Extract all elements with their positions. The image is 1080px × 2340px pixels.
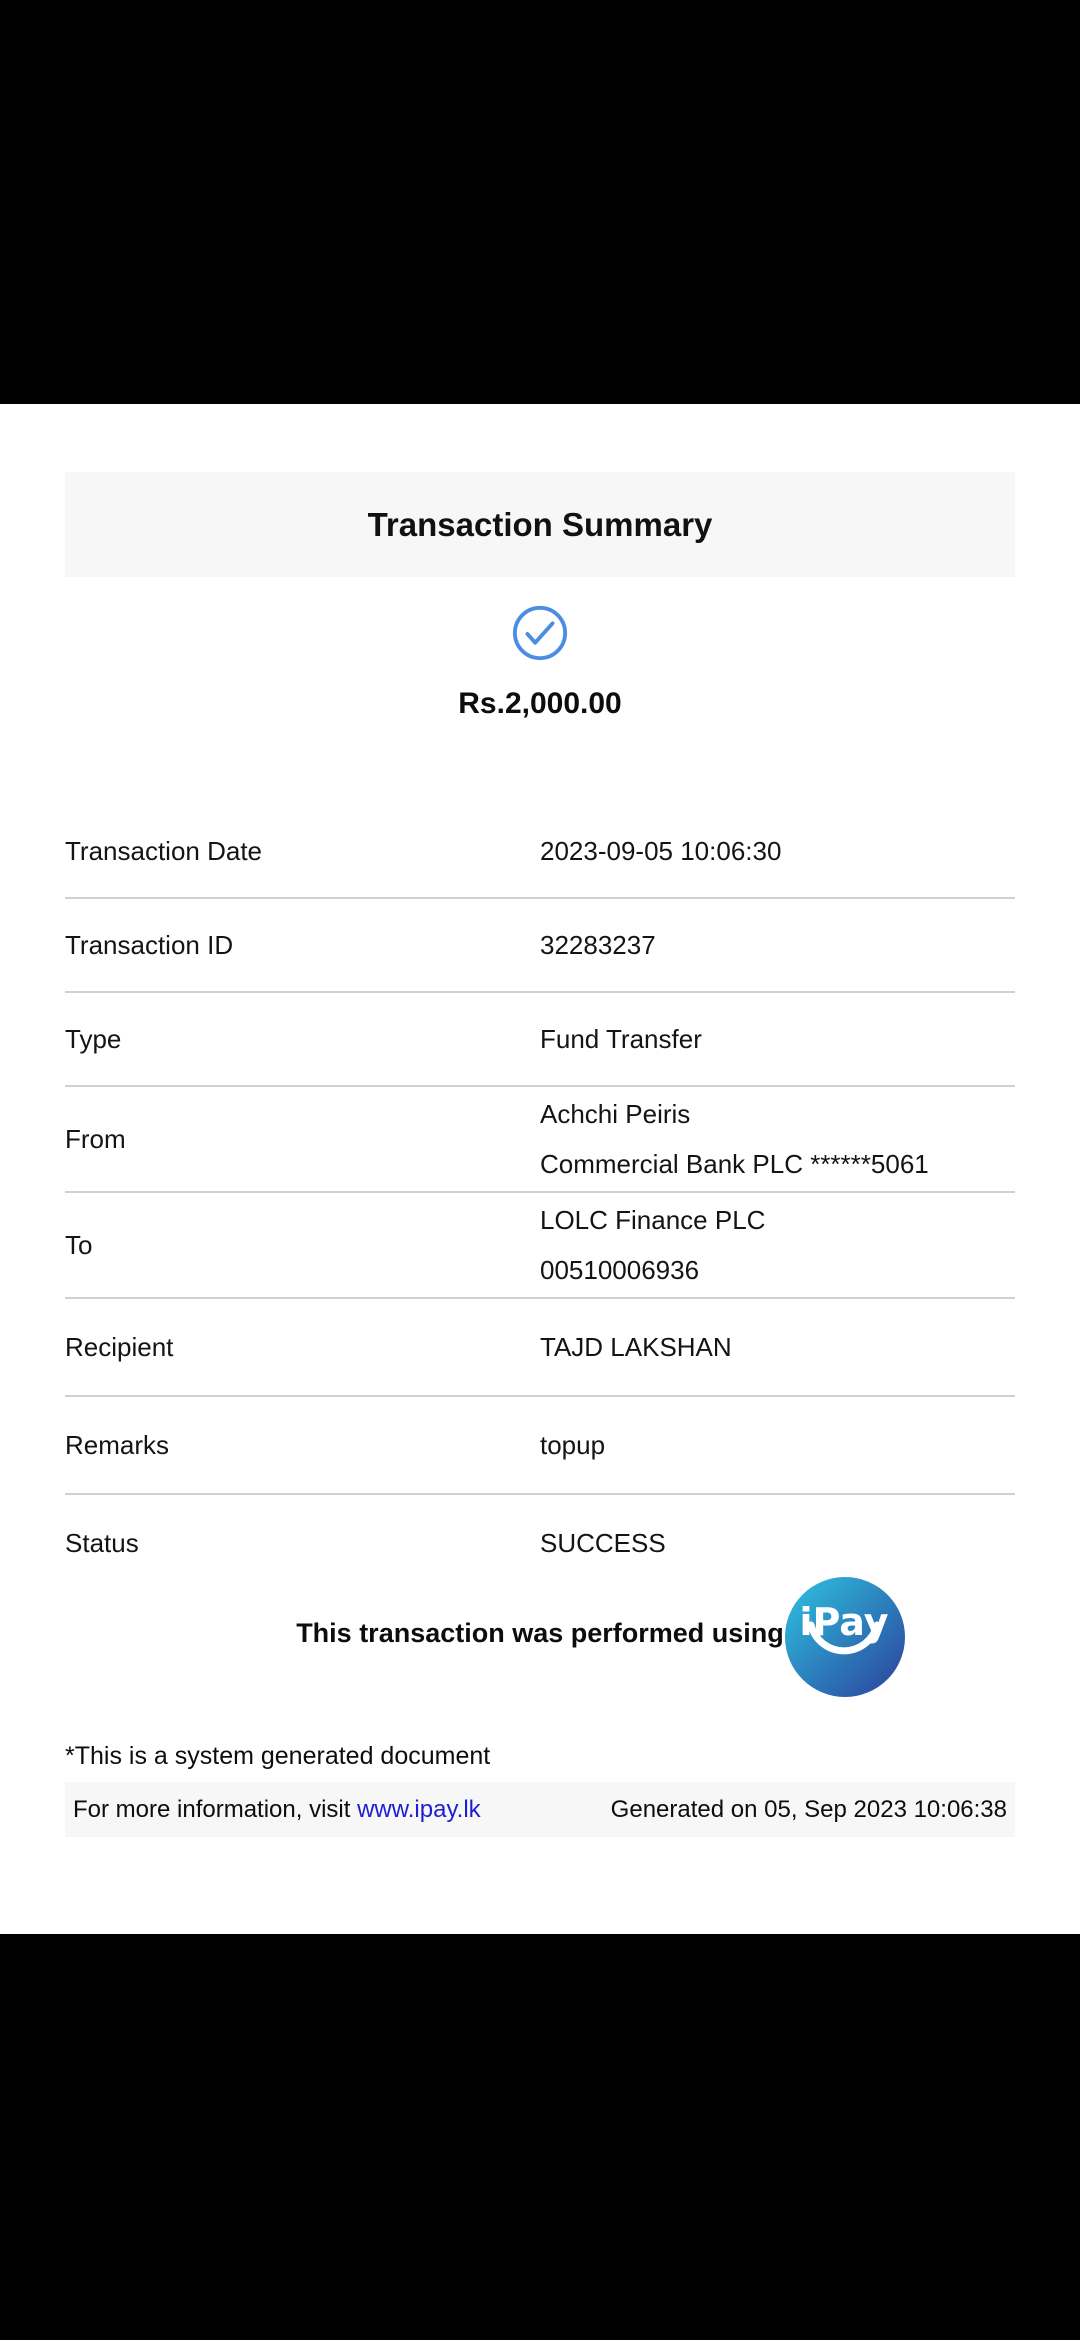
row-label: Status (65, 1528, 139, 1558)
row-value: TAJD LAKSHAN (540, 1298, 1015, 1396)
ipay-link[interactable]: www.ipay.lk (357, 1795, 481, 1823)
row-value (540, 1192, 1015, 1298)
row-label: To (65, 1192, 540, 1298)
row-value: topup (540, 1396, 1015, 1494)
row-value-line-2: 00510006936 (540, 1255, 700, 1285)
status-value: SUCCESS (540, 1528, 666, 1558)
table-row (65, 805, 1015, 898)
row-label: Transaction Date (65, 805, 540, 898)
table-row (65, 1086, 1015, 1192)
row-value-line-2: Commercial Bank PLC ******5061 (540, 1149, 929, 1179)
page-title: Transaction Summary (65, 472, 1015, 577)
footer-info (73, 1796, 481, 1824)
success-check-icon (511, 604, 569, 662)
row-label: From (65, 1086, 540, 1192)
row-label: Transaction ID (65, 898, 540, 992)
top-letterbox (0, 0, 1080, 404)
system-generated-note: *This is a system generated document (65, 1742, 491, 1770)
row-label: Remarks (65, 1396, 540, 1494)
transaction-amount: Rs.2,000.00 (458, 687, 622, 720)
row-label: Recipient (65, 1298, 540, 1396)
table-row (65, 1192, 1015, 1298)
row-value (540, 1086, 1015, 1192)
performed-using-text: This transaction was performed using (296, 1618, 784, 1648)
transaction-details-table (65, 805, 1015, 1591)
success-indicator (0, 604, 1080, 662)
row-value: Fund Transfer (540, 992, 1015, 1086)
table-row (65, 1396, 1015, 1494)
row-label: Type (65, 992, 540, 1086)
row-value: 32283237 (540, 898, 1015, 992)
table-row (65, 992, 1015, 1086)
footer-info-prefix: For more information, visit (73, 1795, 351, 1823)
table-row (65, 1298, 1015, 1396)
ipay-logo (785, 1577, 905, 1697)
footer-bar (65, 1782, 1015, 1837)
ipay-logo-text: iPay (799, 1600, 889, 1644)
row-value: 2023-09-05 10:06:30 (540, 805, 1015, 898)
table-row (65, 898, 1015, 992)
bottom-letterbox (0, 1934, 1080, 2340)
generated-timestamp: Generated on 05, Sep 2023 10:06:38 (610, 1795, 1007, 1823)
row-value-line-1: LOLC Finance PLC (540, 1205, 766, 1235)
row-value-line-1: Achchi Peiris (540, 1099, 691, 1129)
